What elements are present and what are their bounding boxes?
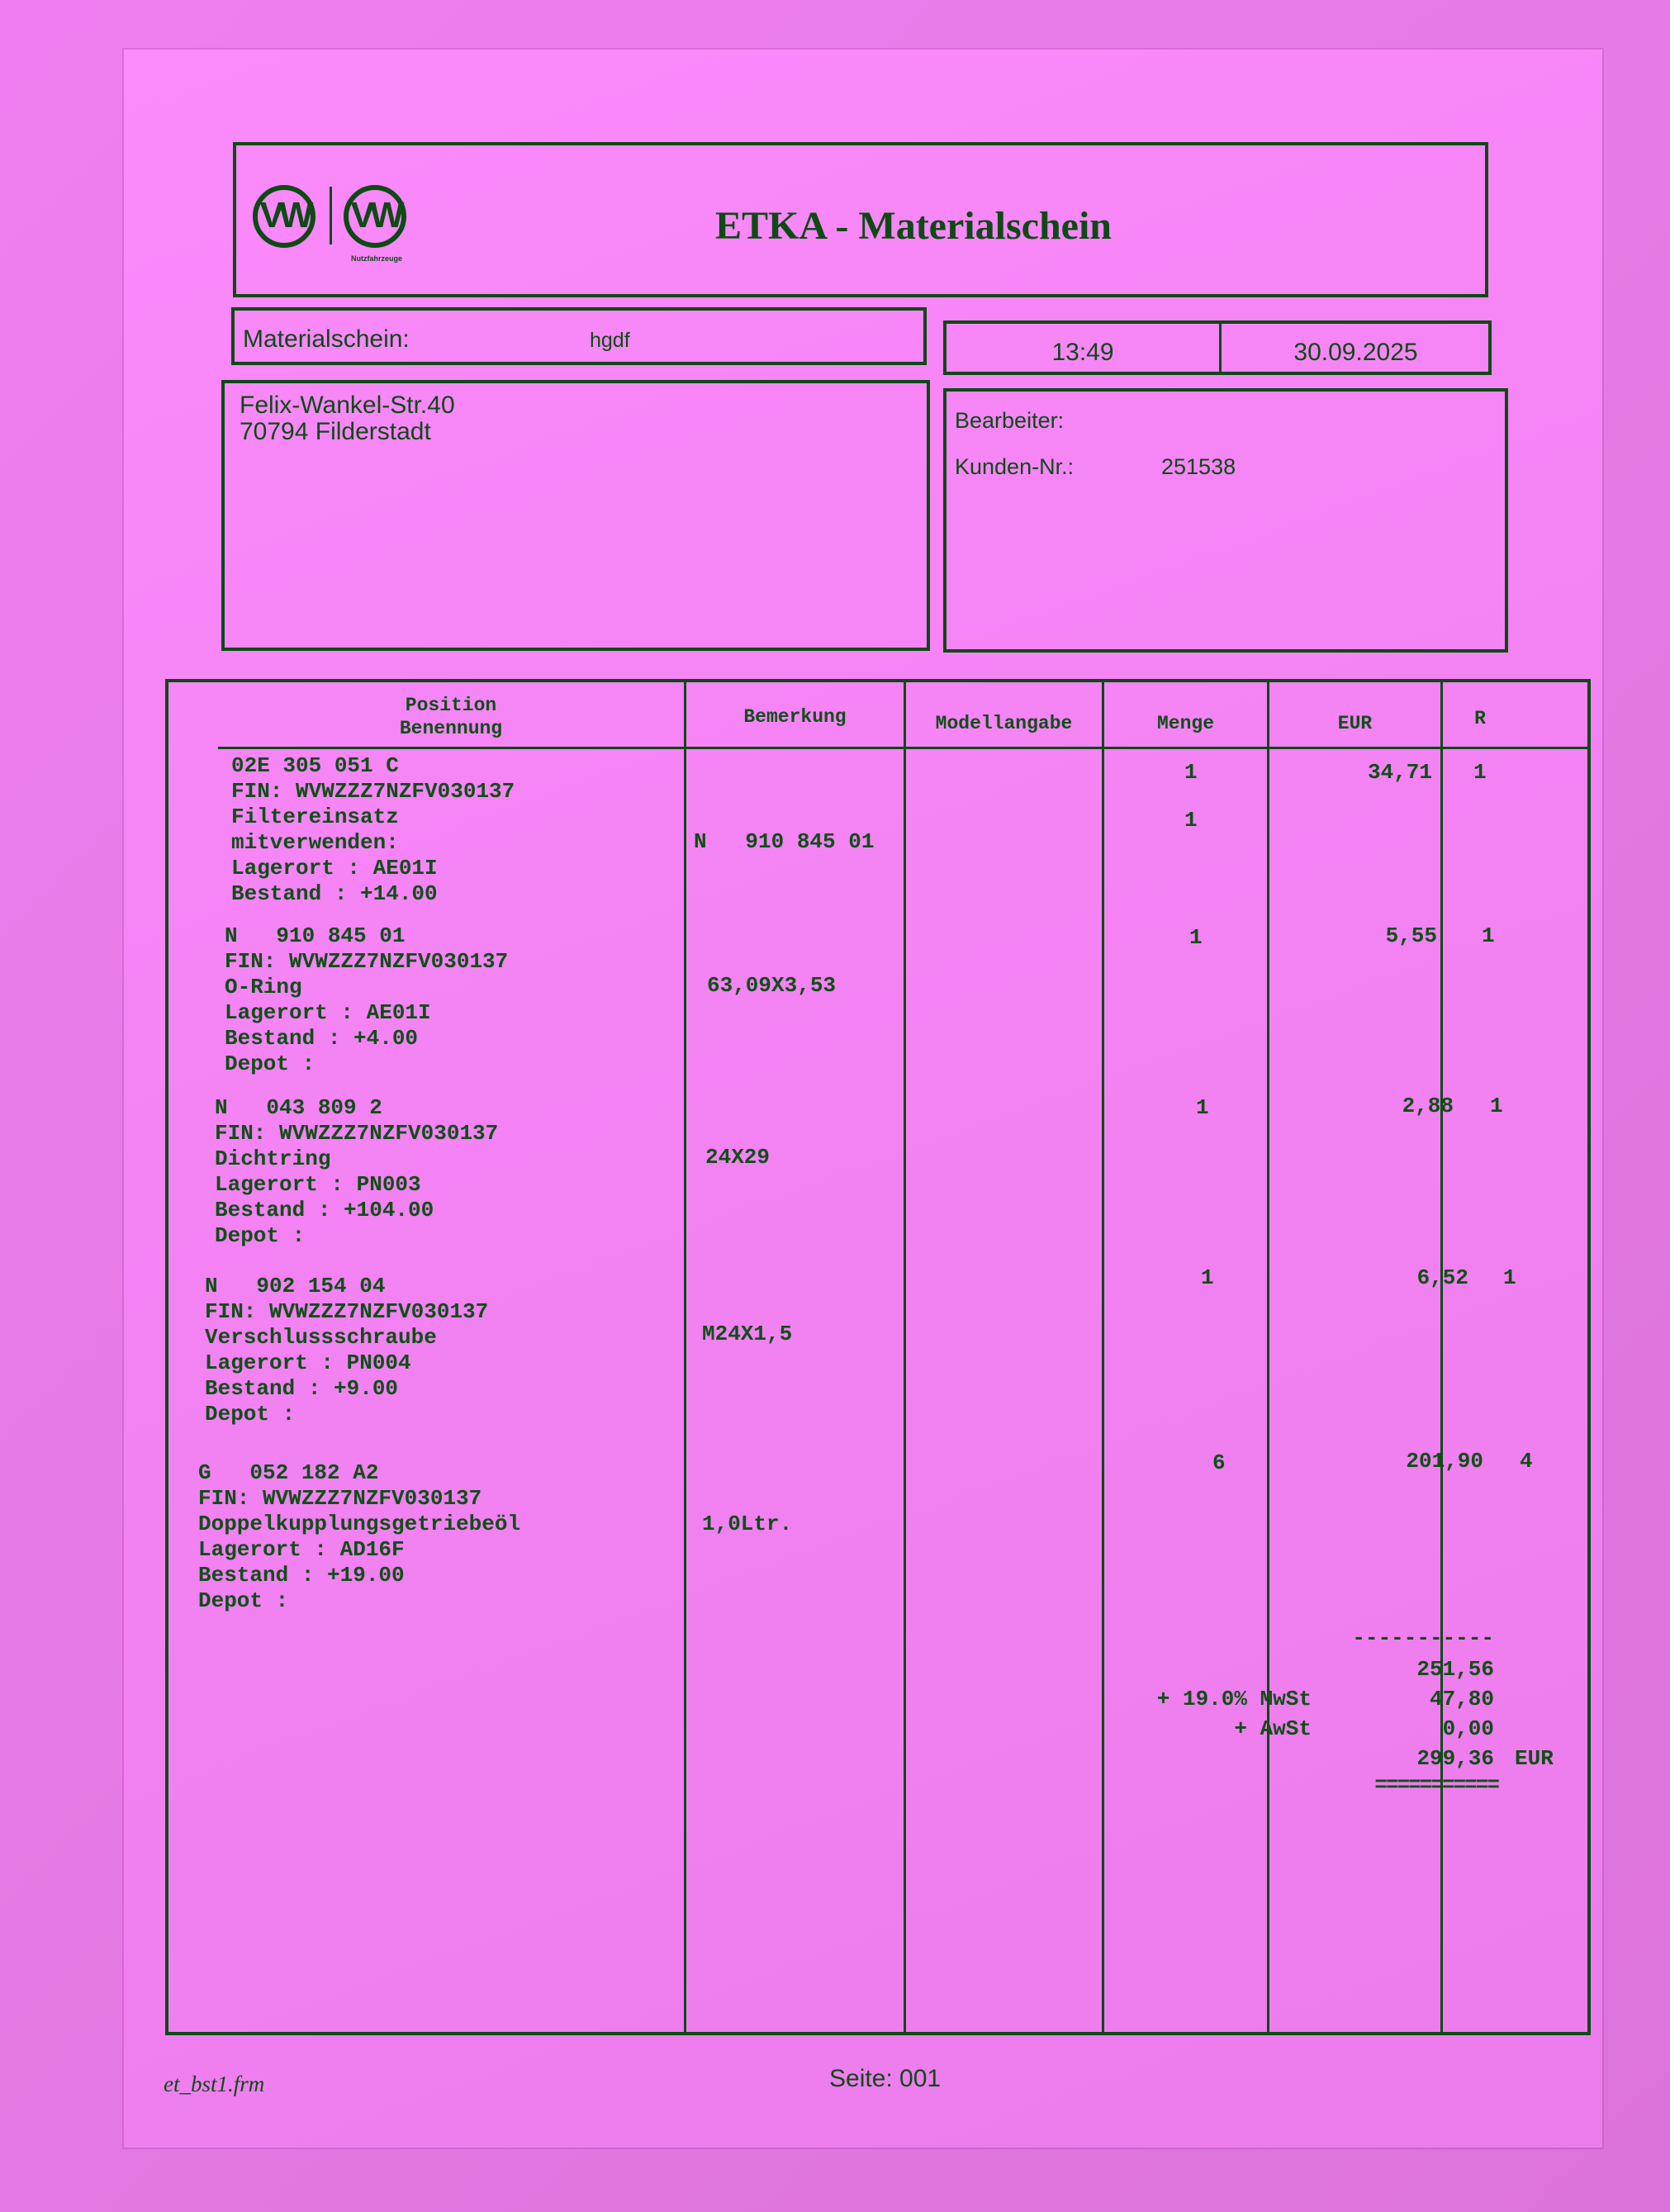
col-divider-bemerkung [684, 682, 686, 2035]
total-value: 299,36 [1416, 1746, 1494, 1771]
row-menge-secondary: 1 [1184, 808, 1198, 833]
header-eur: EUR [1337, 713, 1373, 734]
header-bemerkung: Bemerkung [743, 706, 847, 728]
customer-box [943, 388, 1508, 653]
page-number: Seite: 001 [829, 2065, 942, 2092]
row-r: 4 [1520, 1449, 1533, 1474]
col-divider-menge [1102, 682, 1104, 2035]
col-divider-eur [1267, 682, 1269, 2035]
row-eur: 201,90 [1406, 1449, 1483, 1474]
row-bemerkung: M24X1,5 [702, 1322, 793, 1346]
vw-logo-icon: VW [253, 185, 315, 248]
table-row: G 052 182 A2 FIN: WVWZZZ7NZFV030137 Doppelkupplungsgetriebeöl Lagerort : AD16F Bestand : +19.00 Depot : [198, 1460, 521, 1613]
table-row: N 902 154 04 FIN: WVWZZZ7NZFV030137 Verschlussschraube Lagerort : PN004 Bestand : +9.00 Depot : [205, 1274, 489, 1426]
row-r: 1 [1490, 1094, 1503, 1118]
materialschein-value: hgdf [590, 329, 630, 352]
items-table [165, 679, 1591, 2035]
row-bemerkung: 1,0Ltr. [702, 1512, 793, 1536]
row-menge: 1 [1184, 760, 1198, 785]
awst-value: 0,00 [1442, 1716, 1494, 1741]
header-box [233, 142, 1488, 297]
row-eur: 5,55 [1385, 923, 1437, 948]
address-line1: Felix-Wankel-Str.40 [240, 392, 455, 419]
col-divider-r [1440, 682, 1443, 2035]
row-eur: 2,88 [1402, 1094, 1454, 1118]
kunden-label: Kunden-Nr.: [955, 454, 1075, 479]
mwst-label: + 19.0% MwSt [1156, 1687, 1312, 1711]
header-r: R [1474, 708, 1486, 729]
row-menge: 1 [1196, 1095, 1209, 1120]
totals-double-line: =========== [1374, 1773, 1498, 1797]
row-eur: 6,52 [1416, 1265, 1468, 1290]
kunden-value: 251538 [1161, 454, 1236, 479]
total-currency: EUR [1515, 1746, 1554, 1771]
row-bemerkung: 63,09X3,53 [707, 973, 837, 998]
row-r: 1 [1473, 760, 1487, 785]
address-box [221, 380, 930, 651]
awst-label: + AwSt [1234, 1716, 1312, 1741]
row-r: 1 [1503, 1265, 1516, 1290]
mwst-value: 47,80 [1429, 1687, 1494, 1711]
logo-divider [330, 187, 332, 244]
materialschein-label: Materialschein: [243, 325, 410, 353]
time-value: 13:49 [1051, 339, 1114, 366]
header-modellangabe: Modellangabe [935, 713, 1073, 734]
col-divider-modell [904, 682, 906, 2035]
materialschein-box [231, 307, 927, 365]
row-menge: 1 [1201, 1265, 1214, 1290]
row-bemerkung: 24X29 [705, 1145, 771, 1170]
bearbeiter-label: Bearbeiter: [955, 408, 1065, 433]
table-row: 02E 305 051 C FIN: WVWZZZ7NZFV030137 Filtereinsatz mitverwenden: Lagerort : AE01I Bestand : +14.00 [231, 753, 515, 906]
totals-separator: ----------- [1352, 1626, 1494, 1650]
row-menge: 1 [1189, 925, 1203, 950]
logo-subtitle: Nutzfahrzeuge [350, 254, 402, 263]
address-line2: 70794 Filderstadt [240, 418, 431, 445]
header-position: Position Benennung [399, 695, 503, 739]
row-menge: 6 [1212, 1450, 1226, 1475]
table-row: N 043 809 2 FIN: WVWZZZ7NZFV030137 Dichtring Lagerort : PN003 Bestand : +104.00 Depot : [215, 1095, 499, 1248]
table-row: N 910 845 01 FIN: WVWZZZ7NZFV030137 O-Ring Lagerort : AE01I Bestand : +4.00 Depot : [225, 923, 509, 1076]
header-menge: Menge [1156, 713, 1214, 734]
form-id: et_bst1.frm [164, 2072, 265, 2096]
vw-nutzfahrzeuge-logo-icon: VW [344, 185, 406, 248]
row-eur: 34,71 [1367, 760, 1432, 785]
subtotal-value: 251,56 [1416, 1657, 1494, 1682]
date-value: 30.09.2025 [1293, 339, 1418, 366]
row-r: 1 [1482, 923, 1495, 948]
row-bemerkung: N 910 845 01 [694, 829, 875, 854]
document-title: ETKA - Materialschein [715, 204, 1112, 248]
timestamp-box [943, 320, 1492, 375]
